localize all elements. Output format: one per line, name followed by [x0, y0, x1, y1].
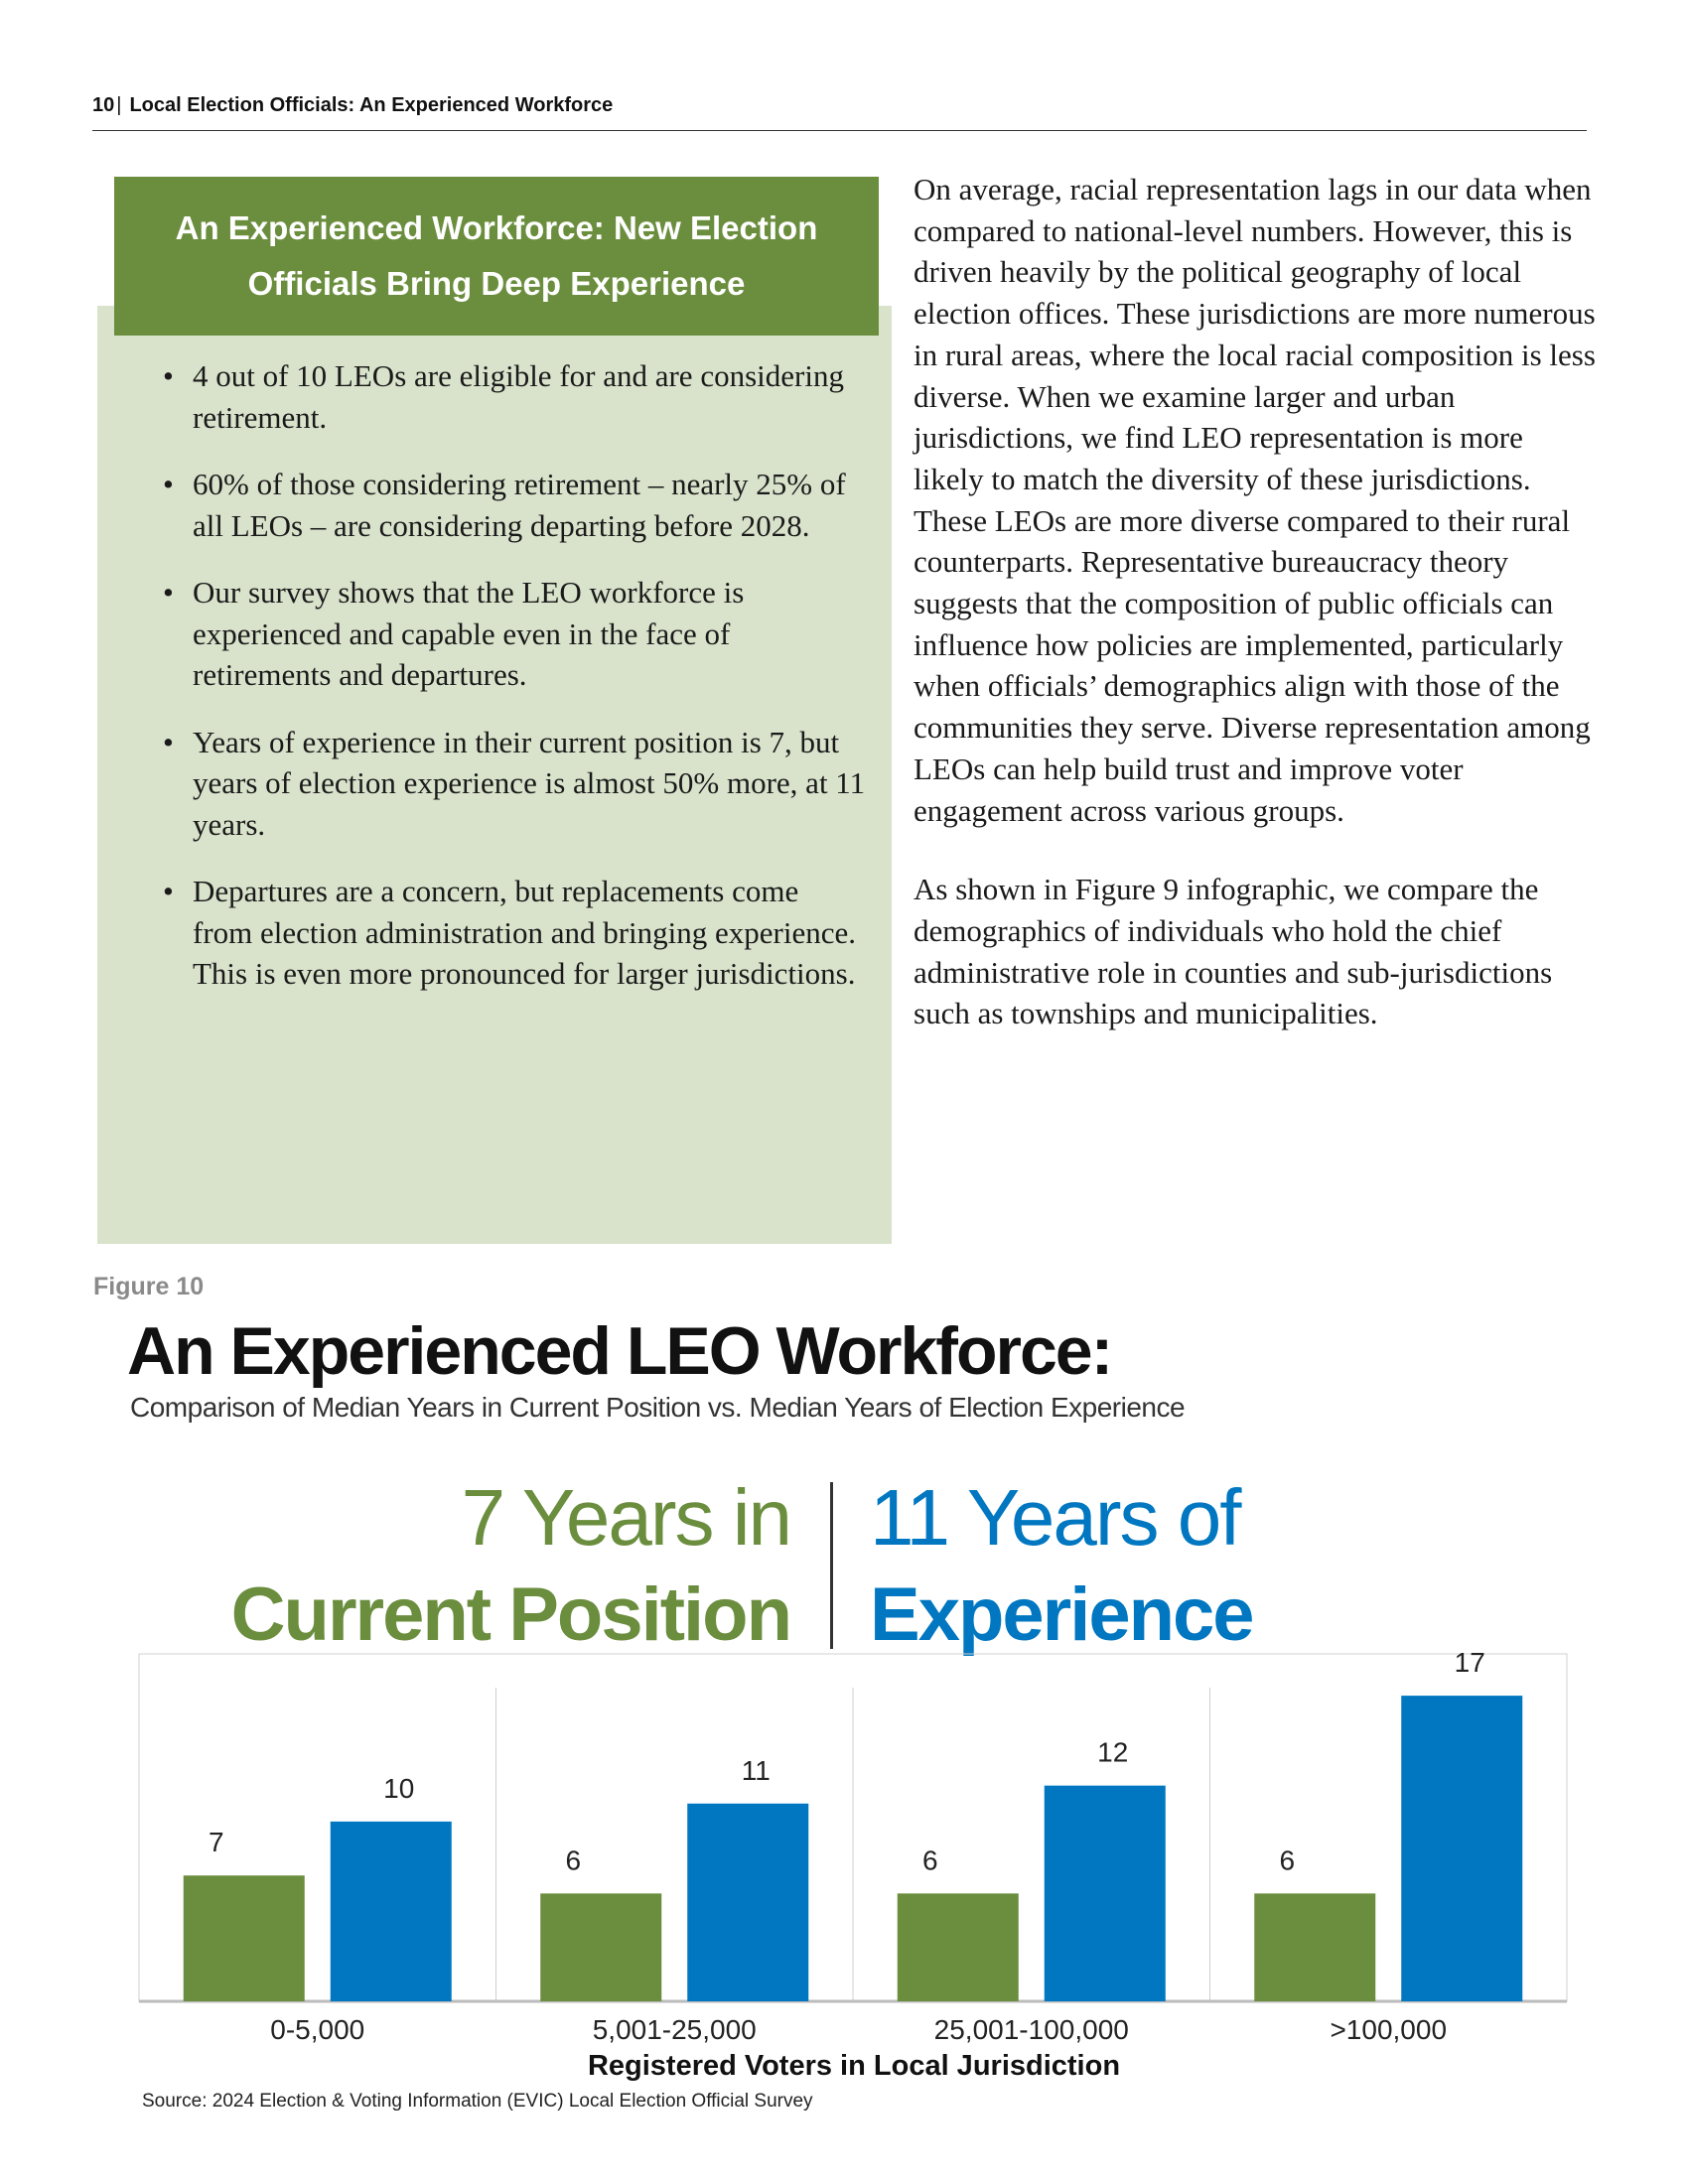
bar-current-position	[898, 1893, 1019, 2001]
bar-current-position	[540, 1893, 661, 2001]
data-label: 6	[1279, 1844, 1296, 1876]
bullet-dot: •	[163, 724, 174, 759]
figure-title: An Experienced LEO Workforce:	[127, 1313, 1112, 1389]
running-title: Local Election Officials: An Experienced Workforce	[129, 94, 614, 116]
header-separator: |	[116, 94, 122, 116]
callout-divider	[830, 1482, 833, 1649]
experience-callout	[870, 1469, 1466, 1664]
running-header	[92, 94, 613, 117]
sidebar-heading-line1: An Experienced Workforce: New Election	[175, 209, 818, 246]
data-label: 12	[1097, 1736, 1129, 1768]
data-label: 11	[741, 1754, 771, 1786]
data-label: 10	[383, 1772, 415, 1804]
bar-current-position	[1254, 1893, 1375, 2001]
experience-callout-line1: 11 Years of	[870, 1473, 1240, 1562]
sidebar-heading-text	[129, 201, 864, 312]
bullet-dot: •	[163, 467, 174, 501]
sidebar-heading	[114, 177, 879, 336]
figure-label: Figure 10	[93, 1273, 205, 1300]
body-text-column	[914, 169, 1599, 1072]
experience-callout-line2: Experience	[870, 1572, 1253, 1657]
category-tick-label: >100,000	[1330, 2014, 1448, 2045]
x-axis-label: Registered Voters in Local Jurisdiction	[587, 2050, 1121, 2082]
sidebar-bullet-list	[159, 355, 866, 1021]
bullet-dot: •	[163, 874, 174, 908]
bullet-text: 60% of those considering retirement – nearly 25% of all LEOs – are considering departing before 2028.	[193, 467, 846, 543]
category-tick-label: 5,001-25,000	[592, 2014, 757, 2045]
data-label: 6	[921, 1844, 938, 1876]
position-callout-line2: Current Position	[230, 1572, 790, 1657]
bullet-item	[159, 572, 866, 696]
data-label: 7	[208, 1827, 224, 1858]
page-header	[92, 92, 1582, 132]
bullet-text: Years of experience in their current position is 7, but years of election experience is almost 50% more, at 11 years.	[193, 724, 866, 842]
bullet-item	[159, 464, 866, 546]
bar-election-experience	[1401, 1696, 1522, 2001]
sidebar-heading-line2: Officials Bring Deep Experience	[247, 265, 746, 302]
data-label: 17	[1454, 1647, 1485, 1679]
figure-subtitle: Comparison of Median Years in Current Position vs. Median Years of Election Experience	[130, 1392, 1186, 1423]
page-number: 10	[92, 94, 115, 116]
bullet-text: Our survey shows that the LEO workforce is experienced and capable even in the face of retirements and departures.	[193, 575, 745, 692]
plot-frame	[139, 1654, 1567, 2001]
data-label: 6	[565, 1844, 582, 1876]
bar-election-experience	[1045, 1786, 1166, 2001]
bullet-text: 4 out of 10 LEOs are eligible for and are considering retirement.	[193, 358, 844, 435]
position-callout	[139, 1469, 790, 1664]
body-paragraph-2: As shown in Figure 9 infographic, we compare the demographics of individuals who hold the chief administrative role in counties and sub-jurisdictions such as townships and municipalities.	[914, 872, 1553, 1031]
bullet-dot: •	[163, 575, 174, 610]
body-paragraph-1: On average, racial representation lags in our data when compared to national-level numbers. However, this is driven heavily by the political geography of local election offices. These jurisdictions are more numerous in rural areas, where the local racial composition is less diverse. When we examine larger and urban jurisdictions, we find LEO representation is more likely to match the diversity of these jurisdictions. These LEOs are more diverse compared to their rural counterparts. Representative bureaucracy theory suggests that the composition of public officials can influence how policies are implemented, particularly when officials’ demographics align with those of the communities they serve. Diverse representation among LEOs can help build trust and improve voter engagement across various groups.	[914, 172, 1596, 828]
category-tick-label: 25,001-100,000	[933, 2014, 1129, 2045]
bullet-item	[159, 355, 866, 438]
bullet-item	[159, 722, 866, 846]
bar-election-experience	[331, 1822, 452, 2001]
bar-current-position	[184, 1875, 305, 2001]
position-callout-line1: 7 Years in	[461, 1473, 790, 1562]
bullet-item	[159, 871, 866, 995]
bullet-text: Departures are a concern, but replacements come from election administration and bringing experience. This is even more pronounced for larger jurisdictions.	[193, 874, 856, 991]
bar-election-experience	[687, 1804, 808, 2001]
category-tick-label: 0-5,000	[270, 2014, 365, 2045]
header-rule	[92, 130, 1587, 131]
bullet-dot: •	[163, 358, 174, 393]
figure-source: Source: 2024 Election & Voting Information (EVIC) Local Election Official Survey	[142, 2091, 813, 2112]
